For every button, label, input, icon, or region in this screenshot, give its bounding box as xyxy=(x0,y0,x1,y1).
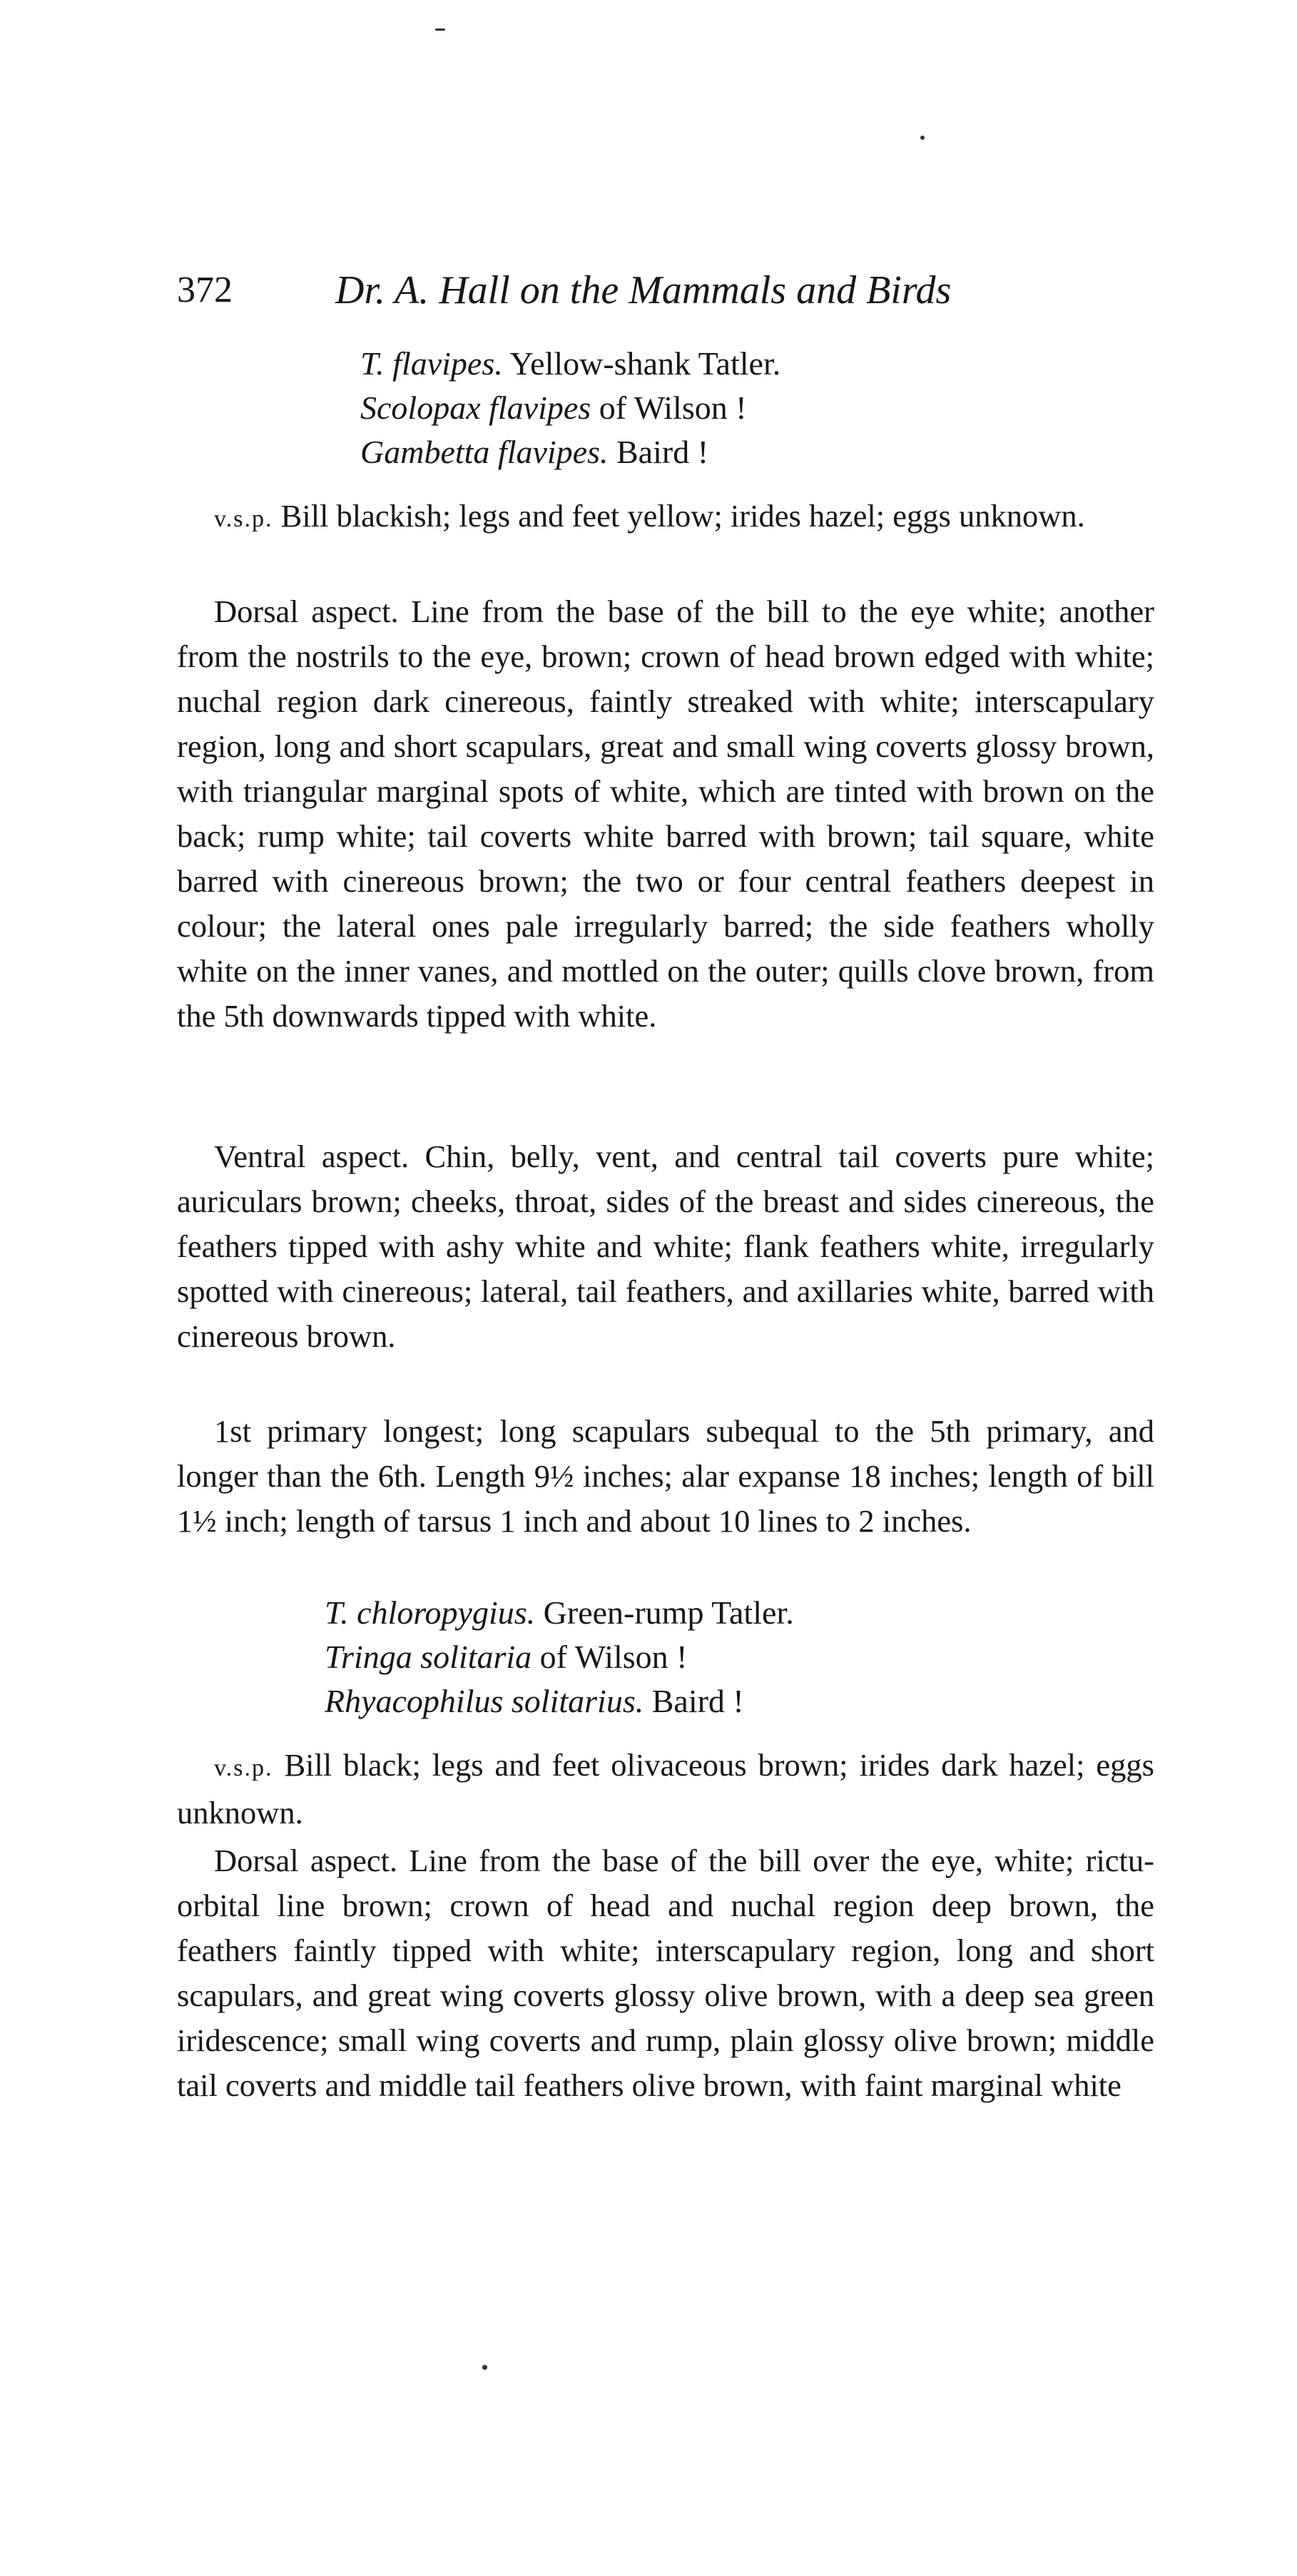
vsp-label: v.s.p. xyxy=(214,506,273,532)
running-title: Dr. A. Hall on the Mammals and Birds xyxy=(335,268,952,312)
synonym-authority: of Wilson ! xyxy=(531,1639,688,1675)
species-common-name: Yellow-shank Tatler. xyxy=(502,345,781,382)
species-name-line xyxy=(360,343,780,385)
print-speck xyxy=(482,2365,487,2370)
measurements-paragraph: 1st primary longest; long scapulars subequal to the 5th primary, and longer than the 6th. Length 9½ inches; alar expanse 18 inches; length of bill 1½ inch; length of tarsus 1 inch and about 10 lines to 2 inches. xyxy=(177,1413,1154,1539)
synonym-name: Rhyacophilus solitarius. xyxy=(325,1683,644,1719)
vsp-label: v.s.p. xyxy=(214,1755,273,1781)
synonym-name: Tringa solitaria xyxy=(325,1639,532,1675)
synonym-name: Scolopax flavipes xyxy=(360,390,591,426)
synonym-authority: Baird ! xyxy=(644,1683,744,1719)
page-number: 372 xyxy=(177,270,233,310)
species-scientific-name: T. flavipes. xyxy=(360,345,503,382)
synonym-line xyxy=(360,432,708,473)
synonym-line xyxy=(325,1681,744,1722)
species-name-line xyxy=(325,1592,794,1634)
print-speck xyxy=(435,29,445,31)
vsp-paragraph xyxy=(177,494,1154,541)
ventral-aspect-paragraph: Ventral aspect. Chin, belly, vent, and central tail coverts pure white; auriculars brown; cheeks, throat, sides of the breast and sides cinereous, the feathers tipped with ashy white and white; flank feathers white, irregularly spotted with cinereous; lateral, tail feathers, and axillaries white, barred with cinereous brown. xyxy=(177,1139,1154,1354)
vsp-text: Bill black; legs and feet olivaceous brown; irides dark hazel; eggs unknown. xyxy=(177,1747,1154,1831)
vsp-text: Bill blackish; legs and feet yellow; irides hazel; eggs unknown. xyxy=(273,498,1085,534)
synonym-line xyxy=(325,1636,688,1678)
species-scientific-name: T. chloropygius. xyxy=(325,1594,536,1631)
synonym-authority: of Wilson ! xyxy=(591,390,747,426)
synonym-authority: Baird ! xyxy=(608,434,709,470)
vsp-paragraph xyxy=(177,1743,1154,1836)
page-header xyxy=(177,265,1161,315)
print-speck xyxy=(920,136,925,140)
dorsal-aspect-paragraph: Dorsal aspect. Line from the base of the bill over the eye, white; rictu-orbital line brown; crown of head and nuchal region deep brown, the feathers faintly tipped with white; interscapulary region, long and short scapulars, and great wing coverts glossy olive brown, with a deep sea green iridescence; small wing coverts and rump, plain glossy olive brown; middle tail coverts and middle tail feathers olive brown, with faint marginal white xyxy=(177,1843,1154,2103)
dorsal-aspect-paragraph: Dorsal aspect. Line from the base of the bill to the eye white; another from the nostrils to the eye, brown; crown of head brown edged with white; nuchal region dark cinereous, faintly streaked with white; interscapulary region, long and short scapulars, great and small wing coverts glossy brown, with triangular marginal spots of white, which are tinted with brown on the back; rump white; tail coverts white barred with brown; tail square, white barred with cinereous brown; the two or four central feathers deepest in colour; the lateral ones pale irregularly barred; the side feathers wholly white on the inner vanes, and mottled on the outer; quills clove brown, from the 5th downwards tipped with white. xyxy=(177,594,1154,1034)
synonym-line xyxy=(360,387,747,429)
species-common-name: Green-rump Tatler. xyxy=(535,1594,794,1631)
synonym-name: Gambetta flavipes. xyxy=(360,434,609,470)
